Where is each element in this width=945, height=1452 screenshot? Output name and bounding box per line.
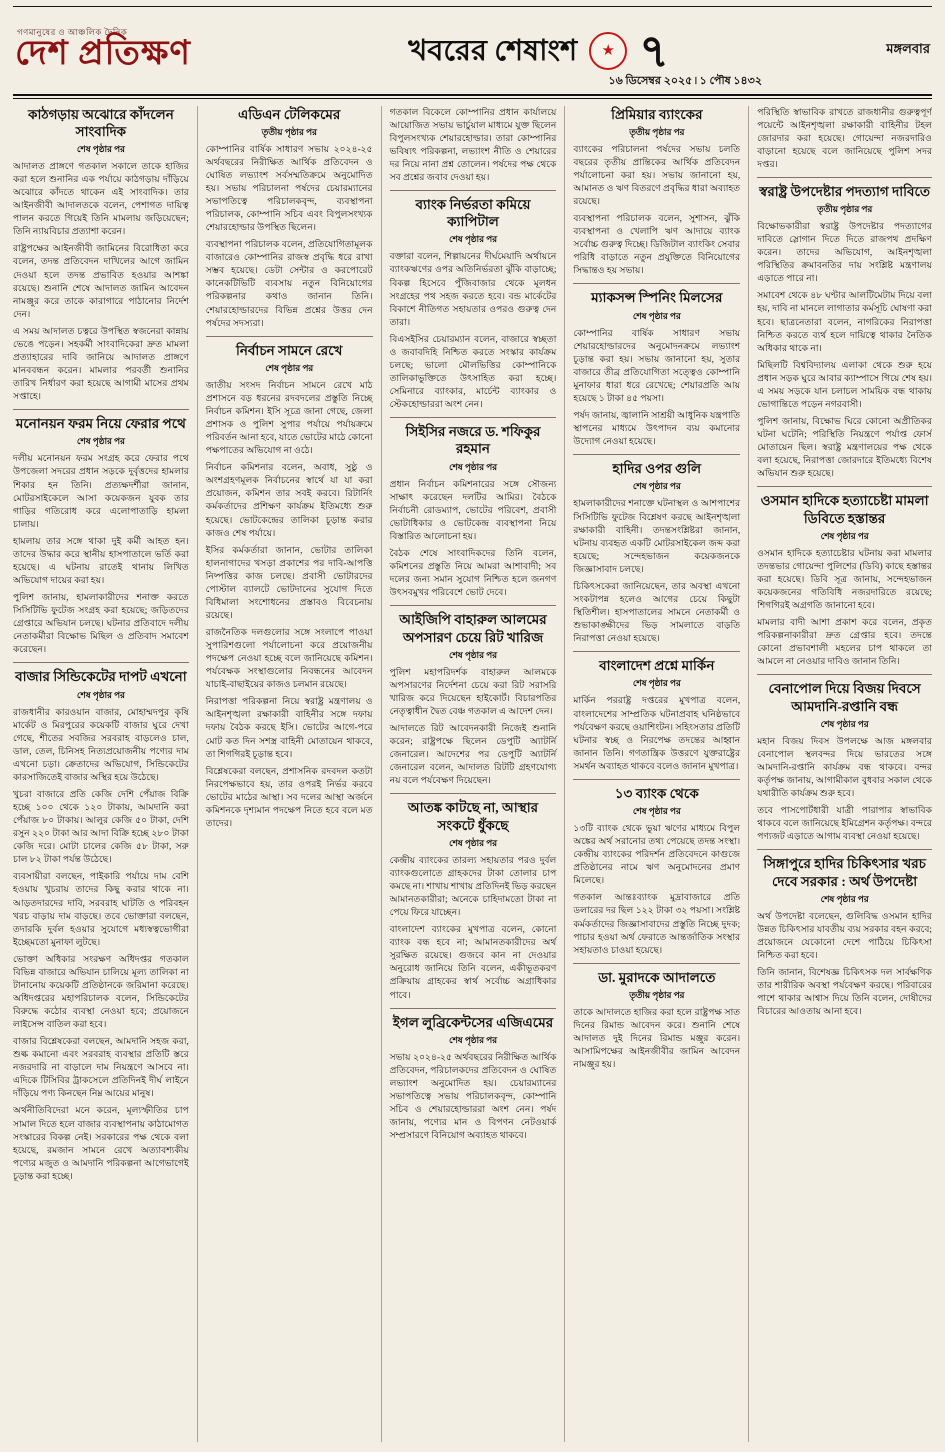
article [206, 106, 373, 330]
continuation-note: শেষ পৃষ্ঠার পর [449, 649, 497, 660]
article-paragraph: ইসির কর্মকর্তারা জানান, ভোটার তালিকা হালনাগাদের খসড়া প্রকাশের পর দাবি-আপত্তি নিষ্পত্তির কাজ চলছে। প্রবাসী ভোটারদের পোস্টাল ব্যালটে ভোটদানের সুযোগ দিতে বিধিমালা সংশোধনের প্রস্তাবও বিবেচনায় রয়েছে। [205, 544, 373, 620]
paper-tagline: গণমানুষের ও আঞ্চলিক দৈনিক [17, 27, 128, 38]
article-continuation [390, 106, 557, 184]
article-paragraph: ১৩টি ব্যাংক থেকে ভুয়া ঋণের মাধ্যমে বিপুল অঙ্কের অর্থ সরানোর তথ্য পেয়েছে তদন্ত সংস্থা। কেন্দ্রীয় ব্যাংকের পরিদর্শন প্রতিবেদনে কাগুজে প্রতিষ্ঠানের নামে ঋণ অনুমোদনের প্রমাণ মিলেছে। [573, 823, 741, 886]
article-paragraph: পুলিশ মহাপরিদর্শক বাহারুল আলমকে অপসারণের নির্দেশনা চেয়ে করা রিট সরাসরি খারিজ করে দিয়েছেন হাইকোর্ট। বিচারপতির নেতৃত্বাধীন দ্বৈত বেঞ্চ গতকাল এ আদেশ দেন। [389, 666, 557, 716]
article-headline: ইগল লুব্রিকেন্টসের এজিএমের [392, 1014, 554, 1030]
article [757, 486, 932, 668]
article-headline: নির্বাচন সামনে রেখে [235, 342, 343, 358]
article-paragraph: নির্বাচন কমিশনার বলেন, অবাধ, সুষ্ঠু ও অংশগ্রহণমূলক নির্বাচনের স্বার্থে যা যা করা প্রয়োজন, কমিশন তার সবই করবে। রিটার্নিং কর্মকর্তাদের প্রশিক্ষণ কার্যক্রম ইতিমধ্যে শুরু হয়েছে। ভোটকেন্দ্রের তালিকা চূড়ান্ত করার কাজও শেষ পর্যায়ে। [205, 462, 373, 538]
article-paragraph: পুলিশ জানায়, বিক্ষোভ ঘিরে কোনো অপ্রীতিকর ঘটনা ঘটেনি; পরিস্থিতি নিয়ন্ত্রণে পর্যাপ্ত ফোর্স মোতায়েন ছিল। স্বরাষ্ট্র মন্ত্রণালয়ের পক্ষ থেকে বলা হয়েছে, নিরাপত্তা জোরদারে ইতিমধ্যে বিশেষ অভিযান শুরু হয়েছে। [757, 415, 932, 479]
masthead-rule-thick [13, 94, 932, 96]
page-number: ৭ [639, 25, 670, 77]
article-headline: আইজিপি বাহারুল আলমের অপসারণ চেয়ে রিট খারিজ [399, 612, 547, 645]
masthead [13, 7, 932, 77]
article-paragraph: প্রধান নির্বাচন কমিশনারের সঙ্গে সৌজন্য সাক্ষাৎ করেছেন দলটির আমির। বৈঠকে নির্বাচনী রোডম্যাপ, ভোটের পরিবেশ, প্রবাসী ভোটাধিকার ও ভোটকেন্দ্র ব্যবস্থাপনা নিয়ে বিস্তারিত আলোচনা হয়। [389, 478, 557, 541]
continuation-note: শেষ পৃষ্ঠার পর [820, 893, 869, 904]
article-paragraph: ব্যাংকের পরিচালনা পর্ষদের সভায় চলতি বছরের তৃতীয় প্রান্তিকের আর্থিক প্রতিবেদন পর্যালোচনা করা হয়। সভায় জানানো হয়, আমানত ও ঋণ বিতরণে প্রবৃদ্ধির ধারা অব্যাহত রয়েছে। [573, 143, 741, 207]
paper-name: দেশ প্রতিক্ষণ [15, 35, 191, 72]
columns-area [13, 106, 932, 1443]
article-headline: এডিএন টেলিকমের [238, 106, 341, 122]
date-row [13, 71, 932, 94]
article-headline: বেনাপোল দিয়ে বিজয় দিবসে আমদানি-রপ্তানি বন্ধ [768, 681, 921, 714]
article [390, 605, 557, 787]
article-headline: ডা. মুরাদকে আদালতে [598, 969, 716, 985]
continuation-note: শেষ পৃষ্ঠার পর [449, 837, 497, 848]
article [390, 190, 557, 411]
article [573, 963, 740, 1072]
article-paragraph: কোম্পানির বার্ষিক সাধারণ সভায় ২০২৪-২৫ অর্থবছরের নিরীক্ষিত আর্থিক প্রতিবেদন ও ঘোষিত লভ্যাংশ সর্বসম্মতিক্রমে অনুমোদিত হয়। সভায় পরিচালনা পর্ষদের চেয়ারম্যানের সভাপতিত্বে পরিচালকবৃন্দ, ব্যবস্থাপনা পরিচালক, কোম্পানি সচিব এবং বিপুলসংখ্যক শেয়ারহোল্ডার উপস্থিত ছিলেন। [205, 143, 373, 233]
article [757, 849, 932, 1018]
continuation-note: শেষ পৃষ্ঠার পর [265, 362, 314, 373]
continuation-note: শেষ পৃষ্ঠার পর [76, 436, 125, 447]
article-paragraph: বিশ্লেষকেরা বলছেন, প্রশাসনিক রদবদল কতটা নিরপেক্ষভাবে হয়, তার ওপরই নির্ভর করবে ভোটের মাঠের আস্থা। সব দলের আস্থা অর্জনে কমিশনকে দৃশ্যমান পদক্ষেপ নিতে হবে বলে মত তাদের। [205, 765, 373, 828]
article-paragraph: সমাবেশ থেকে ৪৮ ঘণ্টার আলটিমেটাম দিয়ে বলা হয়, দাবি না মানলে লাগাতার কর্মসূচি ঘোষণা করা হবে। ছাত্রনেতারা বলেন, নাগরিকের নিরাপত্তা নিশ্চিত করতে ব্যর্থ হলে দায়িত্বে থাকার নৈতিক অধিকার থাকে না। [757, 290, 932, 353]
article-paragraph: রাষ্ট্রপক্ষের আইনজীবী জামিনের বিরোধিতা করে বলেন, তদন্ত প্রতিবেদন দাখিলের আগে জামিন দেওয়া হলে তদন্ত প্রভাবিত হওয়ার আশঙ্কা রয়েছে। শুনানি শেষে আদালত জামিন আবেদন নামঞ্জুর করে তাকে কারাগারে পাঠানোর নির্দেশ দেন। [13, 243, 189, 319]
article-paragraph: তিনি জানান, বিশেষজ্ঞ চিকিৎসক দল সার্বক্ষণিক তার শারীরিক অবস্থা পর্যবেক্ষণ করছে। পরিবারের পাশে থাকার আশ্বাস দিয়ে তিনি বলেন, দোষীদের বিচারের আওতায় আনা হবে। [757, 967, 932, 1017]
article [390, 793, 557, 1001]
article-headline: বাজার সিন্ডিকেটের দাপট এখনো [15, 669, 187, 685]
article [757, 674, 932, 843]
article-paragraph: মহান বিজয় দিবস উপলক্ষে আজ মঙ্গলবার বেনাপোল স্থলবন্দর দিয়ে ভারতের সঙ্গে আমদানি-রপ্তানি কার্যক্রম বন্ধ থাকবে। বন্দর কর্তৃপক্ষ জানায়, আগামীকাল বুধবার সকাল থেকে যথারীতি কার্যক্রম শুরু হবে। [757, 735, 932, 799]
article [390, 417, 557, 599]
article-headline: ওসমান হাদিকে হত্যাচেষ্টা মামলা ডিবিতে হস্তান্তর [760, 493, 929, 526]
article-headline: সিইসির নজরে ড. শফিকুর রহমান [405, 424, 541, 457]
article-headline: সিঙ্গাপুরে হাদির চিকিৎসার খরচ দেবে সরকার : অর্থ উপদেষ্টা [763, 856, 926, 889]
column-4 [564, 106, 748, 1443]
article-paragraph: আদালত প্রাঙ্গণে গতকাল সকালে তাকে হাজির করা হলে শুনানির এক পর্যায়ে কাঠগড়ায় দাঁড়িয়ে অঝোরে কাঁদতে থাকেন এই সাংবাদিক। তার আইনজীবী আদালতকে বলেন, পেশাগত দায়িত্ব পালন করতে গিয়েই তিনি মামলায় জড়িয়েছেন; তিনি ন্যায়বিচার প্রত্যাশা করেন। [13, 161, 189, 237]
column-1 [13, 106, 197, 1443]
article-paragraph: মামলার বাদী আশা প্রকাশ করে বলেন, প্রকৃত পরিকল্পনাকারীরা দ্রুত গ্রেপ্তার হবে। তদন্তে কোনো প্রভাবশালী মহলের চাপ থাকলে তা আমলে না নেওয়ার দাবিও জানান তিনি। [757, 617, 932, 667]
continuation-note: তৃতীয় পৃষ্ঠার পর [629, 126, 685, 137]
masthead-rule-thin [13, 98, 932, 99]
continuation-note: তৃতীয় পৃষ্ঠার পর [816, 204, 873, 215]
article-paragraph: জাতীয় সংসদ নির্বাচন সামনে রেখে মাঠ প্রশাসনে বড় ধরনের রদবদলের প্রস্তুতি নিচ্ছে নির্বাচন কমিশন। ইসি সূত্রে জানা গেছে, জেলা প্রশাসক ও পুলিশ সুপার পর্যায়ে পর্যায়ক্রমে পরিবর্তন আনা হবে, যাতে ভোটের মাঠে কোনো পক্ষপাতের অভিযোগ না ওঠে। [205, 379, 373, 456]
column-3 [381, 106, 565, 1443]
article [573, 651, 740, 773]
section-block [408, 25, 670, 77]
article [573, 779, 740, 957]
article-paragraph: কোম্পানির বার্ষিক সাধারণ সভায় শেয়ারহোল্ডারদের অনুমোদনক্রমে লভ্যাংশ চূড়ান্ত করা হয়। সভায় জানানো হয়, সুতার বাজারে তীব্র প্রতিযোগিতা সত্ত্বেও কোম্পানি মুনাফার ধারা ধরে রেখেছে; শেয়ারপ্রতি আয় হয়েছে ১ টাকা ৪৫ পয়সা। [573, 327, 741, 403]
article-paragraph: পরিস্থিতি স্বাভাবিক রাখতে রাজধানীর গুরুত্বপূর্ণ পয়েন্টে আইনশৃঙ্খলা রক্ষাকারী বাহিনীর টহল জোরদার করা হয়েছে। গোয়েন্দা নজরদারিও বাড়ানো হয়েছে বলে জানিয়েছে পুলিশ সদর দপ্তর। [757, 106, 932, 169]
article-paragraph: মার্কিন পররাষ্ট্র দপ্তরের মুখপাত্র বলেন, বাংলাদেশের সাম্প্রতিক ঘটনাপ্রবাহ ঘনিষ্ঠভাবে পর্যবেক্ষণ করছে ওয়াশিংটন। সহিংসতার প্রতিটি ঘটনার স্বচ্ছ ও নিরপেক্ষ তদন্তের আহ্বান জানান তিনি। গণতান্ত্রিক উত্তরণে যুক্তরাষ্ট্রের সমর্থন অব্যাহত থাকবে বলেও জানান মুখপাত্র। [573, 695, 741, 771]
date-text: ১৬ ডিসেম্বর ২০২৫ ৷ ১ পৌষ ১৪৩২ [608, 75, 762, 87]
article-paragraph: অর্থনীতিবিদেরা মনে করেন, মূল্যস্ফীতির চাপ সামাল দিতে হলে বাজার ব্যবস্থাপনায় কাঠামোগত সংস্কারের বিকল্প নেই। সরকারের পক্ষ থেকে বলা হয়েছে, রমজান সামনে রেখে অত্যাবশ্যকীয় পণ্যের মজুত ও আমদানি পরিকল্পনা আগেভাগেই চূড়ান্ত করা হচ্ছে। [13, 1105, 189, 1181]
article-paragraph: ব্যবস্থাপনা পরিচালক বলেন, সুশাসন, ঝুঁকি ব্যবস্থাপনা ও খেলাপি ঋণ আদায়ে ব্যাংক সর্বোচ্চ গুরুত্ব দিচ্ছে। ডিজিটাল ব্যাংকিং সেবার পরিধি বাড়াতে নতুন প্রযুক্তিতে বিনিয়োগের সিদ্ধান্তও হয় সভায়। [573, 213, 741, 276]
article-paragraph: বৈঠক শেষে সাংবাদিকদের তিনি বলেন, কমিশনের প্রস্তুতি নিয়ে আমরা আশাবাদী; সব দলের জন্য সমান সুযোগ নিশ্চিত হলে জনগণ উৎসবমুখর পরিবেশে ভোট দেবে। [389, 548, 557, 598]
article-paragraph: বাজার বিশ্লেষকেরা বলছেন, আমদানি সহজ করা, শুল্ক কমানো এবং সরবরাহ ব্যবস্থার প্রতিটি স্তরে নজরদারি না বাড়ালে দাম নিয়ন্ত্রণে আসবে না। এদিকে টিসিবির ট্রাকসেলে প্রতিদিনই দীর্ঘ লাইনে দাঁড়িয়ে পণ্য কিনছেন নিম্ন আয়ের মানুষ। [13, 1036, 189, 1099]
article-paragraph: ব্যবস্থাপনা পরিচালক বলেন, প্রতিযোগিতামূলক বাজারেও কোম্পানির রাজস্ব প্রবৃদ্ধি ধরে রাখা সম্ভব হয়েছে। ডেটা সেন্টার ও করপোরেট কানেকটিভিটি ব্যবসায় নতুন বিনিয়োগের পরিকল্পনার কথাও জানান তিনি। শেয়ারহোল্ডারদের বিভিন্ন প্রশ্নের উত্তর দেন পর্ষদের সদস্যরা। [205, 239, 373, 328]
article-paragraph: বাংলাদেশ ব্যাংকের মুখপাত্র বলেন, কোনো ব্যাংক বন্ধ হবে না; আমানতকারীদের অর্থ সুরক্ষিত রয়েছে। গুজবে কান না দেওয়ার অনুরোধ জানিয়ে তিনি বলেন, একীভূতকরণ প্রক্রিয়ায় গ্রাহকের স্বার্থ সর্বোচ্চ অগ্রাধিকার পাবে। [389, 924, 557, 1000]
article-paragraph: পর্ষদ জানায়, জ্বালানি সাশ্রয়ী আধুনিক যন্ত্রপাতি স্থাপনের মাধ্যমে উৎপাদন ব্যয় কমানোর উদ্যোগ নেওয়া হয়েছে। [573, 410, 741, 447]
article-paragraph: গতকাল বিকেলে কোম্পানির প্রধান কার্যালয়ে আয়োজিত সভায় ভার্চুয়াল মাধ্যমে যুক্ত ছিলেন বিপুলসংখ্যক শেয়ারহোল্ডার। তারা কোম্পানির ভবিষ্যৎ পরিকল্পনা, লভ্যাংশ নীতি ও শেয়ারের দর নিয়ে নানা প্রশ্ন তোলেন। পর্ষদের পক্ষ থেকে সব প্রশ্নের জবাব দেওয়া হয়। [389, 106, 557, 182]
article-paragraph: তাকে আদালতে হাজির করা হলে রাষ্ট্রপক্ষ সাত দিনের রিমান্ড আবেদন করে। শুনানি শেষে আদালত দুই দিনের রিমান্ড মঞ্জুর করেন। আসামিপক্ষের আইনজীবীর জামিন আবেদন নামঞ্জুর হয়। [573, 1006, 741, 1070]
article-paragraph: ব্যবসায়ীরা বলছেন, পাইকারি পর্যায়ে দাম বেশি হওয়ায় খুচরায় তাদের কিছু করার থাকে না। আড়তদারদের দাবি, সরবরাহ ঘাটতি ও পরিবহন খরচ বাড়ায় দাম বাড়ছে। তবে ভোক্তারা বলছেন, তদারকি দুর্বল হওয়ার সুযোগে মধ্যস্বত্বভোগীরা ইচ্ছেমতো মুনাফা লুটছে। [13, 871, 189, 947]
continuation-note: শেষ পৃষ্ঠার পর [449, 461, 497, 472]
article [390, 1008, 557, 1143]
article-paragraph: পুলিশ জানায়, হামলাকারীদের শনাক্ত করতে সিসিটিভি ফুটেজ সংগ্রহ করা হয়েছে; জড়িতদের গ্রেপ্তারে অভিযান চলছে। ঘটনার প্রতিবাদে দলীয় নেতাকর্মীরা বিক্ষোভ মিছিল ও প্রতিবাদ সমাবেশ করেছেন। [13, 592, 189, 655]
article-headline: কাঠগড়ায় অঝোরে কাঁদলেন সাংবাদিক [28, 106, 174, 139]
day-label: মঙ্গলবার [886, 41, 930, 56]
article-paragraph: এ সময় আদালত চত্বরে উপস্থিত স্বজনেরা কান্নায় ভেঙে পড়েন। সহকর্মী সাংবাদিকেরা দ্রুত মামলা প্রত্যাহারের দাবি জানিয়ে আদালত প্রাঙ্গণে মানববন্ধন করেন। মামলার পরবর্তী শুনানির তারিখ নির্ধারণ করা হয়েছে আগামী মাসের প্রথম সপ্তাহে। [13, 325, 189, 402]
article-paragraph: রাজনৈতিক দলগুলোর সঙ্গে সংলাপে পাওয়া সুপারিশগুলো পর্যালোচনা করে প্রয়োজনীয় পদক্ষেপ নেওয়া হচ্ছে বলে জানিয়েছে কমিশন। পর্যবেক্ষক সংস্থাগুলোর নিবন্ধনের আবেদন যাচাই-বাছাইয়ের কাজও চলমান রয়েছে। [205, 627, 373, 690]
article-paragraph: চিকিৎসকেরা জানিয়েছেন, তার অবস্থা এখনো সংকটাপন্ন হলেও আগের চেয়ে কিছুটা স্থিতিশীল। হাসপাতালের সামনে নেতাকর্মী ও শুভাকাঙ্ক্ষীদের ভিড় সামলাতে বাড়তি নিরাপত্তা নেওয়া হয়েছে। [573, 580, 741, 644]
continuation-note: শেষ পৃষ্ঠার পর [449, 1034, 497, 1045]
article-headline: মনোনয়ন ফরম নিয়ে ফেরার পথে [15, 416, 186, 432]
section-title: খবরের শেষাংশ [408, 34, 578, 67]
article-paragraph: তবে পাসপোর্টধারী যাত্রী পারাপার স্বাভাবিক থাকবে বলে জানিয়েছে ইমিগ্রেশন কর্তৃপক্ষ। বন্দরে পণ্যজট এড়াতে আগাম ব্যবস্থা নেওয়া হয়েছে। [757, 805, 932, 842]
article-paragraph: ভোক্তা অধিকার সংরক্ষণ অধিদপ্তর গতকাল বিভিন্ন বাজারে অভিযান চালিয়ে মূল্য তালিকা না টানানোয় কয়েকটি প্রতিষ্ঠানকে জরিমানা করেছে। অধিদপ্তরের মহাপরিচালক বলেন, সিন্ডিকেটের বিরুদ্ধে কঠোর ব্যবস্থা নেওয়া হবে; প্রয়োজনে লাইসেন্স বাতিল করা হবে। [13, 953, 189, 1030]
column-5 [748, 106, 932, 1443]
continuation-note: শেষ পৃষ্ঠার পর [820, 718, 869, 729]
article-paragraph: অর্থ উপদেষ্টা বলেছেন, গুলিবিদ্ধ ওসমান হাদির উন্নত চিকিৎসার যাবতীয় ব্যয় সরকার বহন করবে; প্রয়োজনে যেকোনো দেশে পাঠিয়ে চিকিৎসা নিশ্চিত করা হবে। [757, 910, 932, 961]
article-paragraph: দলীয় মনোনয়ন ফরম সংগ্রহ করে ফেরার পথে উপজেলা সদরের প্রধান সড়কে দুর্বৃত্তদের হামলার শিকার হন তিনি। প্রত্যক্ষদর্শীরা জানান, মোটরসাইকেলে আসা কয়েকজন যুবক তার গাড়ির গতিরোধ করে এলোপাতাড়ি হামলা চালায়। [13, 453, 189, 529]
article-headline: বাংলাদেশ প্রশ্নে মার্কিন [599, 658, 715, 674]
column-2 [197, 106, 381, 1443]
article-paragraph: কেন্দ্রীয় ব্যাংকের তারল্য সহায়তার পরও দুর্বল ব্যাংকগুলোতে গ্রাহকদের টাকা তোলার চাপ কমছে না। শাখায় শাখায় প্রতিদিনই ভিড় করছেন আমানতকারীরা; অনেকে চাহিদামতো টাকা না পেয়ে ফিরে যাচ্ছেন। [389, 854, 557, 918]
article-paragraph: মিছিলটি বিশ্ববিদ্যালয় এলাকা থেকে শুরু হয়ে প্রধান সড়ক ঘুরে আবার ক্যাম্পাসে গিয়ে শেষ হয়। এ সময় সড়কে যান চলাচল সাময়িক বন্ধ থাকায় ভোগান্তিতে পড়েন নগরবাসী। [757, 359, 932, 409]
article-headline: হাদির ওপর গুলি [612, 461, 702, 477]
continuation-note: শেষ পৃষ্ঠার পর [632, 481, 681, 492]
article-paragraph: নিরাপত্তা পরিকল্পনা নিয়ে স্বরাষ্ট্র মন্ত্রণালয় ও আইনশৃঙ্খলা রক্ষাকারী বাহিনীর সঙ্গে দফায় দফায় বৈঠক করছে ইসি। ভোটের আগে-পরে মোট কত দিন সশস্ত্র বাহিনী মোতায়েন থাকবে, তা শিগগিরই চূড়ান্ত হবে। [205, 696, 373, 759]
article-paragraph: বক্তারা বলেন, শিল্পায়নের দীর্ঘমেয়াদি অর্থায়নে ব্যাংকঋণের ওপর অতিনির্ভরতা ঝুঁকি বাড়াচ্ছে; বিকল্প হিসেবে পুঁজিবাজার থেকে মূলধন সংগ্রহের পথ সহজ করতে হবে। বন্ড মার্কেটের বিকাশে নীতিগত সহায়তার ওপরও গুরুত্ব দেন তারা। [389, 251, 557, 327]
article-headline: ম্যাকসন্স স্পিনিং মিলসের [591, 290, 723, 306]
continuation-note: শেষ পৃষ্ঠার পর [632, 310, 681, 321]
article-paragraph: রাজধানীর কারওয়ান বাজার, মোহাম্মদপুর কৃষি মার্কেট ও মিরপুরের কয়েকটি বাজার ঘুরে দেখা গেছে, শীতের সবজির সরবরাহ বাড়লেও চাল, ডাল, তেল, চিনিসহ নিত্যপ্রয়োজনীয় পণ্যের দাম এখনো চড়া। ক্রেতাদের অভিযোগ, সিন্ডিকেটের কারসাজিতেই বাজার অস্থির হয়ে উঠেছে। [13, 706, 189, 782]
article-paragraph: সভায় ২০২৪-২৫ অর্থবছরের নিরীক্ষিত আর্থিক প্রতিবেদন, পরিচালকদের প্রতিবেদন ও ঘোষিত লভ্যাংশ অনুমোদিত হয়। চেয়ারম্যানের সভাপতিত্বে সভায় পরিচালকবৃন্দ, কোম্পানি সচিব ও শেয়ারহোল্ডাররা অংশ নেন। পর্ষদ জানায়, পণ্যের মান ও বিপণন নেটওয়ার্ক সম্প্রসারণে বিনিয়োগ অব্যাহত থাকবে। [389, 1051, 557, 1141]
continuation-note: শেষ পৃষ্ঠার পর [632, 678, 681, 689]
article-headline: ব্যাংক নির্ভরতা কমিয়ে ক্যাপিটাল [415, 196, 531, 230]
article-paragraph: আদালতে রিট আবেদনকারী নিজেই শুনানি করেন; রাষ্ট্রপক্ষে ছিলেন ডেপুটি অ্যাটর্নি জেনারেল। আদেশের পর ডেপুটি অ্যাটর্নি জেনারেল বলেন, আদালত রিটটি গ্রহণযোগ্য নয় বলে পর্যবেক্ষণ দিয়েছেন। [389, 723, 557, 786]
continuation-note: শেষ পৃষ্ঠার পর [76, 144, 125, 155]
continuation-note: শেষ পৃষ্ঠার পর [820, 530, 869, 541]
article [13, 409, 189, 656]
continuation-note: তৃতীয় পৃষ্ঠার পর [629, 989, 685, 1000]
article-headline: প্রিমিয়ার ব্যাংকের [611, 106, 703, 122]
continuation-note: শেষ পৃষ্ঠার পর [632, 806, 681, 817]
article [757, 177, 932, 480]
article-headline: আতঙ্ক কাটছে না, আস্থার সংকটে ধুঁকছে [407, 800, 539, 833]
article-continuation [757, 106, 932, 171]
continuation-note: শেষ পৃষ্ঠার পর [449, 234, 497, 245]
continuation-note: তৃতীয় পৃষ্ঠার পর [261, 126, 317, 137]
star-icon: ★ [601, 42, 615, 59]
victory-seal-icon [589, 32, 627, 70]
article-paragraph: ওসমান হাদিকে হত্যাচেষ্টার ঘটনায় করা মামলার তদন্তভার গোয়েন্দা পুলিশের (ডিবি) কাছে হস্তান্তর করা হয়েছে। ডিবি সূত্র জানায়, সন্দেহভাজন কয়েকজনের গতিবিধি নজরদারিতে রয়েছে; শিগগিরই অগ্রগতি জানানো হবে। [757, 547, 932, 611]
article [573, 283, 740, 448]
article-headline: স্বরাষ্ট্র উপদেষ্টার পদত্যাগ দাবিতে [759, 183, 931, 199]
article-paragraph: হামলাকারীদের শনাক্তে ঘটনাস্থল ও আশপাশের সিসিটিভি ফুটেজ বিশ্লেষণ করছে আইনশৃঙ্খলা রক্ষাকারী বাহিনী। তদন্তসংশ্লিষ্টরা জানান, ঘটনায় ব্যবহৃত একটি মোটরসাইকেল জব্দ করা হয়েছে; সন্দেহভাজন কয়েকজনকে জিজ্ঞাসাবাদ চলছে। [573, 498, 741, 574]
article [573, 106, 740, 278]
article-paragraph: খুচরা বাজারে প্রতি কেজি দেশি পেঁয়াজ বিক্রি হচ্ছে ১০০ থেকে ১২০ টাকায়, আমদানি করা পেঁয়াজ ৮০ টাকায়। আলুর কেজি ৫০ টাকা, দেশি রসুন ২২০ টাকা আর আদা বিক্রি হচ্ছে ২৮০ টাকা কেজি দরে। মোটা চালের কেজি ৫৮ টাকা, সরু চাল ৮২ টাকা পর্যন্ত উঠেছে। [13, 789, 189, 865]
article-paragraph: হামলায় তার সঙ্গে থাকা দুই কর্মী আহত হন। তাদের উদ্ধার করে স্থানীয় হাসপাতালে ভর্তি করা হয়েছে। এ ঘটনায় রাতেই থানায় লিখিত অভিযোগ দায়ের করা হয়। [13, 535, 189, 585]
paper-logo [15, 28, 191, 71]
article-paragraph: গতকাল আন্তঃব্যাংক মুদ্রাবাজারে প্রতি ডলারের দর ছিল ১২২ টাকা ৩২ পয়সা। সংশ্লিষ্ট কর্মকর্তাদের জিজ্ঞাসাবাদের প্রস্তুতি নিচ্ছে দুদক; পাচার হওয়া অর্থ ফেরাতে আন্তর্জাতিক সংস্থার সহায়তাও চাওয়া হয়েছে। [573, 892, 741, 955]
continuation-note: শেষ পৃষ্ঠার পর [76, 689, 125, 700]
article [13, 106, 189, 404]
article-paragraph: বিএসইসির চেয়ারম্যান বলেন, বাজারে স্বচ্ছতা ও জবাবদিহি নিশ্চিত করতে সংস্কার কার্যক্রম চলছে; ভালো মৌলভিত্তির কোম্পানিকে তালিকাভুক্তিতে উৎসাহিত করা হচ্ছে। সেমিনারে ব্যাংকার, মার্চেন্ট ব্যাংকার ও স্টেকহোল্ডাররা অংশ নেন। [389, 333, 557, 410]
article-headline: ১৩ ব্যাংক থেকে [614, 785, 699, 801]
article [206, 336, 373, 830]
article [573, 454, 740, 645]
article [13, 662, 189, 1182]
article-paragraph: বিক্ষোভকারীরা স্বরাষ্ট্র উপদেষ্টার পদত্যাগের দাবিতে স্লোগান দিতে দিতে রাজপথ প্রদক্ষিণ করেন। তাদের অভিযোগ, আইনশৃঙ্খলা পরিস্থিতির ক্রমাবনতির দায় সংশ্লিষ্ট মন্ত্রণালয় এড়াতে পারে না। [757, 221, 932, 284]
